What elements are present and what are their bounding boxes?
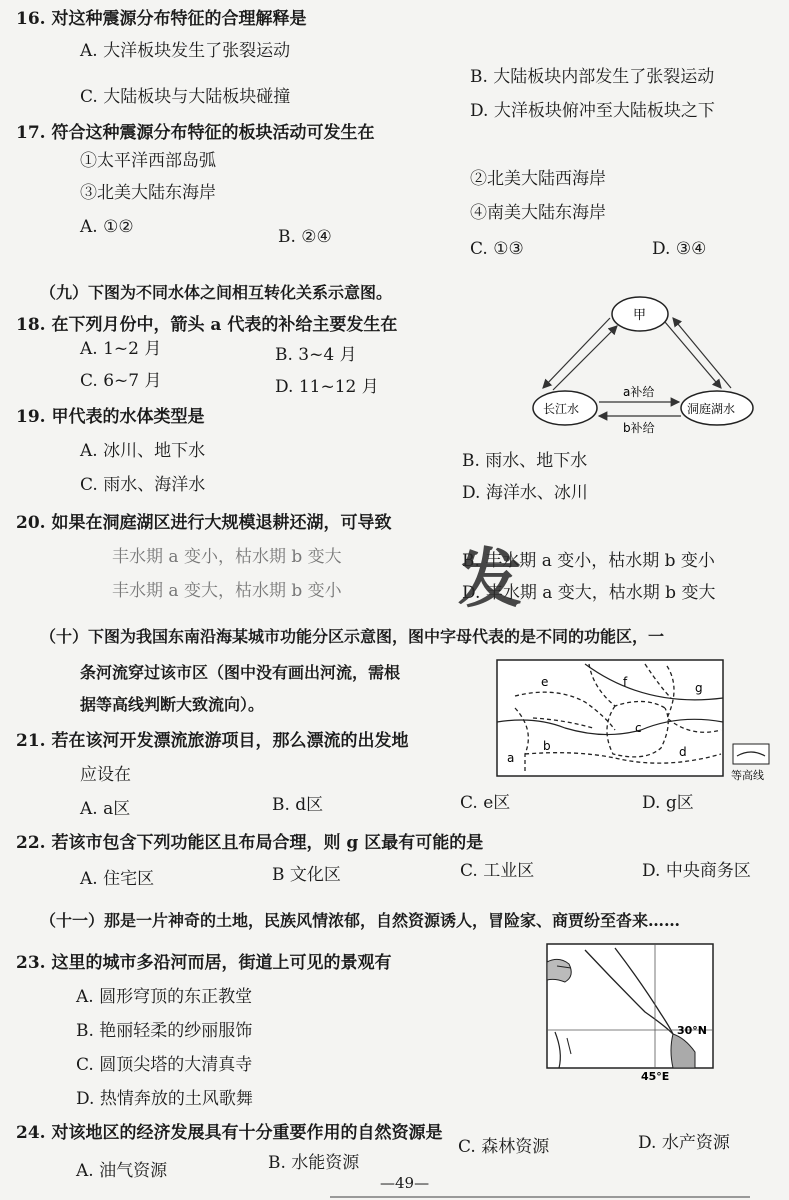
q17-option-b: B. ②④ [278, 227, 332, 247]
zone-c-label: c [635, 721, 642, 735]
q18-option-b: B. 3~4 月 [275, 345, 357, 365]
legend-box [733, 744, 769, 764]
q17-stem: 17. 符合这种震源分布特征的板块活动可发生在 [16, 123, 375, 143]
q20-option-b: B. 丰水期 a 变小，枯水期 b 变小 [462, 551, 715, 571]
lon-label: 45°E [641, 1070, 670, 1082]
zone-g-label: g [695, 681, 703, 695]
q23-option-a: A. 圆形穹顶的东正教堂 [76, 987, 253, 1007]
q21-option-c: C. e区 [460, 793, 511, 813]
middle-east-map [545, 942, 725, 1082]
q23-option-c: C. 圆顶尖塔的大清真寺 [76, 1055, 253, 1075]
city-zoning-map [495, 658, 785, 783]
q20-option-a: 丰水期 a 变小，枯水期 b 变大 [112, 547, 342, 567]
q16-option-a: A. 大洋板块发生了张裂运动 [80, 41, 291, 61]
q19-option-c: C. 雨水、海洋水 [80, 475, 206, 495]
section10-intro-line2: 条河流穿过该市区（图中没有画出河流，需根 [80, 663, 401, 682]
q22-stem: 22. 若该市包含下列功能区且布局合理，则 g 区最有可能的是 [16, 833, 484, 853]
zone-b-label: b [543, 739, 551, 753]
q23-option-d: D. 热情奔放的土风歌舞 [76, 1089, 253, 1109]
q18-stem: 18. 在下列月份中，箭头 a 代表的补给主要发生在 [16, 315, 398, 335]
watermark-glyph: 发 [458, 543, 522, 617]
q24-option-a: A. 油气资源 [76, 1161, 168, 1181]
node-left-label: 长江水 [543, 402, 580, 416]
q20-stem: 20. 如果在洞庭湖区进行大规模退耕还湖，可导致 [16, 513, 392, 533]
water-cycle-diagram [525, 290, 770, 435]
arrow-b-label: b补给 [623, 421, 655, 435]
zone-f-label: f [623, 675, 628, 689]
q21-option-b: B. d区 [272, 795, 324, 815]
q17-item-3: ③北美大陆东海岸 [80, 183, 216, 203]
q21-option-a: A. a区 [80, 799, 131, 819]
q19-option-b: B. 雨水、地下水 [462, 451, 588, 471]
q18-option-c: C. 6~7 月 [80, 371, 162, 391]
q19-option-a: A. 冰川、地下水 [80, 441, 206, 461]
q17-item-1: ①太平洋西部岛弧 [80, 151, 216, 171]
section11-intro: （十一）那是一片神奇的土地，民族风情浓郁，自然资源诱人，冒险家、商贾纷至沓来…… [40, 911, 681, 930]
q19-option-d: D. 海洋水、冰川 [462, 483, 588, 503]
section10-intro-line3: 据等高线判断大致流向）。 [80, 695, 265, 714]
legend-label: 等高线 [731, 769, 764, 782]
footer-divider [330, 1196, 750, 1198]
q16-option-c: C. 大陆板块与大陆板块碰撞 [80, 87, 291, 107]
q24-stem: 24. 对该地区的经济发展具有十分重要作用的自然资源是 [16, 1123, 443, 1143]
q22-option-c: C. 工业区 [460, 861, 535, 881]
q22-option-a: A. 住宅区 [80, 869, 155, 889]
q23-stem: 23. 这里的城市多沿河而居，街道上可见的景观有 [16, 953, 392, 973]
q24-option-c: C. 森林资源 [458, 1137, 550, 1157]
section9-intro: （九）下图为不同水体之间相互转化关系示意图。 [40, 283, 393, 302]
section10-intro-line1: （十）下图为我国东南沿海某城市功能分区示意图，图中字母代表的是不同的功能区，一 [40, 627, 665, 646]
q24-option-b: B. 水能资源 [268, 1153, 360, 1173]
q17-option-c: C. ①③ [470, 239, 524, 259]
q22-option-b: B 文化区 [272, 865, 341, 885]
lat-label: 30°N [677, 1024, 708, 1037]
q19-stem: 19. 甲代表的水体类型是 [16, 407, 205, 427]
q17-item-4: ④南美大陆东海岸 [470, 203, 606, 223]
q21-stem-line2: 应设在 [80, 765, 131, 785]
q16-option-d: D. 大洋板块俯冲至大陆板块之下 [470, 101, 715, 121]
zone-a-label: a [507, 751, 515, 765]
arrow-a-label: a补给 [623, 385, 655, 399]
q23-option-b: B. 艳丽轻柔的纱丽服饰 [76, 1021, 253, 1041]
node-right-label: 洞庭湖水 [687, 402, 736, 416]
q18-option-d: D. 11~12 月 [275, 377, 379, 397]
q21-option-d: D. g区 [642, 793, 694, 813]
q18-option-a: A. 1~2 月 [80, 339, 162, 359]
q16-stem: 16. 对这种震源分布特征的合理解释是 [16, 9, 307, 29]
q22-option-d: D. 中央商务区 [642, 861, 751, 881]
q16-option-b: B. 大陆板块内部发生了张裂运动 [470, 67, 715, 87]
q20-option-c: 丰水期 a 变大，枯水期 b 变小 [112, 581, 342, 601]
page-number: —49— [380, 1174, 430, 1192]
q24-option-d: D. 水产资源 [638, 1133, 730, 1153]
node-top-label: 甲 [633, 308, 647, 323]
q17-item-2: ②北美大陆西海岸 [470, 169, 606, 189]
zone-e-label: e [541, 675, 549, 689]
q20-option-d: D. 丰水期 a 变大，枯水期 b 变大 [462, 583, 716, 603]
q21-stem-line1: 21. 若在该河开发漂流旅游项目，那么漂流的出发地 [16, 731, 409, 751]
q17-option-d: D. ③④ [652, 239, 707, 259]
q17-option-a: A. ①② [80, 217, 134, 237]
zone-d-label: d [679, 745, 687, 759]
